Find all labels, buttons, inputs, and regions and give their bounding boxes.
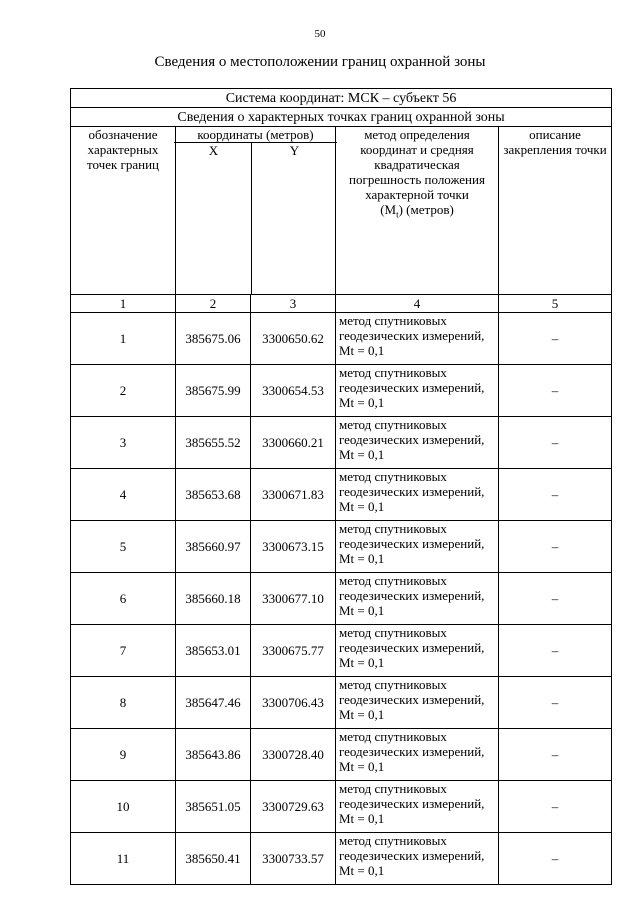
table-row: [71, 313, 612, 365]
y-coordinate-cell: 3300728.40: [251, 729, 336, 781]
header-row-columns: [71, 127, 612, 295]
description-cell: –: [499, 781, 612, 833]
table-body: [71, 313, 612, 885]
description-cell: –: [499, 417, 612, 469]
x-coordinate-cell: 385675.99: [176, 365, 251, 417]
col-header-method-text: метод определения координат и средняя квадратическая погрешность положения характерной точки: [349, 127, 485, 202]
method-cell: метод спутниковых геодезических измерений, Mt = 0,1: [336, 365, 499, 417]
table-row: [71, 677, 612, 729]
y-coordinate-cell: 3300650.62: [251, 313, 336, 365]
method-cell: метод спутниковых геодезических измерений, Mt = 0,1: [336, 469, 499, 521]
col-number: 5: [499, 295, 612, 313]
description-cell: –: [499, 573, 612, 625]
y-coordinate-cell: 3300677.10: [251, 573, 336, 625]
coordinate-system-header: Система координат: МСК – субъект 56: [71, 89, 612, 108]
table-row: [71, 625, 612, 677]
col-number: 2: [176, 295, 251, 313]
y-coordinate-cell: 3300733.57: [251, 833, 336, 885]
page-title: Сведения о местоположении границ охранной зоны: [154, 54, 486, 70]
method-cell: метод спутниковых геодезических измерений, Mt = 0,1: [336, 625, 499, 677]
col-header-y: Y: [251, 143, 337, 294]
table-row: [71, 781, 612, 833]
point-cell: 2: [71, 365, 176, 417]
col-header-x: X: [208, 143, 219, 158]
y-coordinate-cell: 3300673.15: [251, 521, 336, 573]
table-row: [71, 729, 612, 781]
table-row: [71, 417, 612, 469]
col-header-description: описание закрепления точки: [499, 127, 612, 295]
point-cell: 10: [71, 781, 176, 833]
table-row: [71, 521, 612, 573]
method-cell: метод спутниковых геодезических измерений, Mt = 0,1: [336, 833, 499, 885]
method-cell: метод спутниковых геодезических измерений, Mt = 0,1: [336, 313, 499, 365]
method-cell: метод спутниковых геодезических измерений, Mt = 0,1: [336, 521, 499, 573]
header-row-system: [71, 89, 612, 108]
boundary-points-table: [70, 88, 612, 885]
description-cell: –: [499, 365, 612, 417]
description-cell: –: [499, 677, 612, 729]
x-coordinate-cell: 385660.18: [176, 573, 251, 625]
table-row: [71, 573, 612, 625]
point-cell: 6: [71, 573, 176, 625]
x-coordinate-cell: 385653.01: [176, 625, 251, 677]
x-coordinate-cell: 385675.06: [176, 313, 251, 365]
x-coordinate-cell: 385651.05: [176, 781, 251, 833]
col-number: 1: [71, 295, 176, 313]
description-cell: –: [499, 729, 612, 781]
x-coordinate-cell: 385643.86: [176, 729, 251, 781]
x-coordinate-cell: 385655.52: [176, 417, 251, 469]
table-row: [71, 469, 612, 521]
method-cell: метод спутниковых геодезических измерений, Mt = 0,1: [336, 729, 499, 781]
col-number: 4: [336, 295, 499, 313]
x-coordinate-cell: 385650.41: [176, 833, 251, 885]
method-cell: метод спутниковых геодезических измерений, Mt = 0,1: [336, 573, 499, 625]
point-cell: 1: [71, 313, 176, 365]
point-cell: 3: [71, 417, 176, 469]
description-cell: –: [499, 469, 612, 521]
header-row-zone: [71, 108, 612, 127]
col-header-method-mt: $(M_t)$ (метров): [380, 202, 454, 220]
y-coordinate-cell: 3300729.63: [251, 781, 336, 833]
y-coordinate-cell: 3300706.43: [251, 677, 336, 729]
x-coordinate-cell: 385660.97: [176, 521, 251, 573]
y-coordinate-cell: 3300675.77: [251, 625, 336, 677]
col-number: 3: [251, 295, 336, 313]
col-header-designation: обозначение характерных точек границ: [71, 127, 176, 295]
col-header-coords: [176, 127, 336, 295]
x-coordinate-cell: 385653.68: [176, 469, 251, 521]
point-cell: 8: [71, 677, 176, 729]
zone-points-header: Сведения о характерных точках границ охранной зоны: [71, 108, 612, 127]
y-coordinate-cell: 3300671.83: [251, 469, 336, 521]
point-cell: 5: [71, 521, 176, 573]
point-cell: 4: [71, 469, 176, 521]
x-coordinate-cell: 385647.46: [176, 677, 251, 729]
description-cell: –: [499, 313, 612, 365]
point-cell: 9: [71, 729, 176, 781]
table-row: [71, 365, 612, 417]
col-header-method: [336, 127, 499, 295]
header-row-numbers: [71, 295, 612, 313]
point-cell: 7: [71, 625, 176, 677]
col-header-coords-title: координаты (метров): [174, 127, 337, 143]
method-cell: метод спутниковых геодезических измерений, Mt = 0,1: [336, 417, 499, 469]
y-coordinate-cell: 3300654.53: [251, 365, 336, 417]
method-cell: метод спутниковых геодезических измерений, Mt = 0,1: [336, 677, 499, 729]
y-coordinate-cell: 3300660.21: [251, 417, 336, 469]
description-cell: –: [499, 833, 612, 885]
description-cell: –: [499, 521, 612, 573]
method-cell: метод спутниковых геодезических измерений, Mt = 0,1: [336, 781, 499, 833]
description-cell: –: [499, 625, 612, 677]
page-number: 50: [314, 28, 326, 40]
point-cell: 11: [71, 833, 176, 885]
table-row: [71, 833, 612, 885]
